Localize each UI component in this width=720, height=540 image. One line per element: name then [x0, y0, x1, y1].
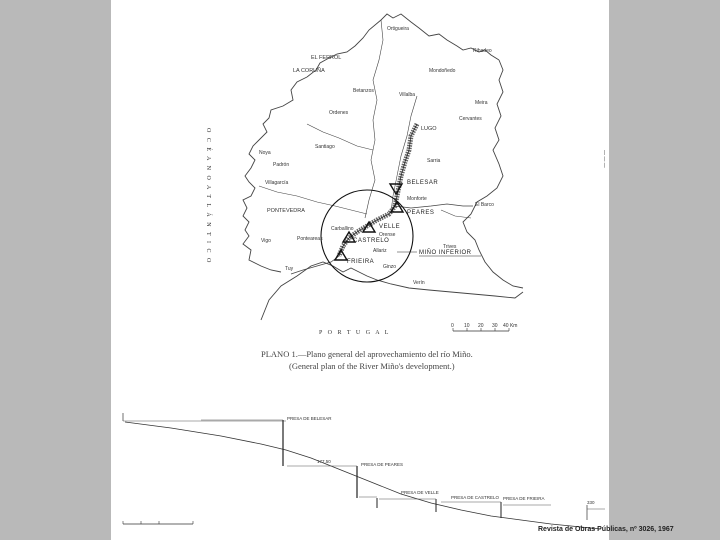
profile-label: PRESA DE PEARES: [361, 462, 404, 467]
profile-label: PRESA DE CASTRELO: [451, 495, 500, 500]
place-label: Orense: [379, 232, 396, 238]
profile-labels: [287, 416, 595, 505]
place-label: Ginzo: [383, 264, 397, 270]
river-sil: [395, 204, 473, 208]
country-label: P O R T U G A L: [319, 330, 391, 336]
place-label: Betanzos: [353, 88, 374, 94]
document-page: [111, 0, 674, 540]
map-scale-bar: [451, 323, 517, 331]
map-place-labels: [259, 26, 494, 286]
profile-label: PRESA DE BELESAR: [287, 416, 332, 421]
place-label: Villalba: [399, 92, 416, 98]
scale-tick-label: 20: [478, 323, 484, 329]
scale-tick-label: 40 Km: [503, 323, 518, 329]
coastline-west: [243, 77, 307, 272]
scale-tick-label: 0: [451, 323, 454, 329]
place-label: PONTEVEDRA: [267, 208, 305, 214]
place-label: Verín: [413, 280, 425, 286]
place-label: Ortigueira: [387, 26, 409, 32]
profile-riverbed: [125, 422, 601, 529]
profile-label: PRESA DE VELLE: [401, 490, 439, 495]
profile-label: 177,50: [317, 459, 331, 464]
lower-mino-circle: [321, 190, 413, 282]
coastline-north: [307, 14, 499, 77]
place-label: Vigo: [261, 238, 271, 244]
place-label: Villagarcía: [265, 180, 289, 186]
river-profile: [123, 413, 605, 529]
place-label: EL FERROL: [311, 55, 342, 61]
ocean-label: O C É A N O A T L Á N T I C O: [205, 128, 211, 265]
citation-text: Revista de Obras Públicas, nº 3026, 1967: [538, 526, 674, 533]
place-label: Ribadeo: [473, 48, 492, 54]
province-boundary-1: [365, 20, 383, 218]
river-mino-line: [339, 124, 417, 256]
place-label: Ordenes: [329, 110, 349, 116]
place-label: Monforte: [407, 196, 427, 202]
place-label: Ponteareas: [297, 236, 323, 242]
place-label: LUGO: [421, 126, 437, 132]
province-boundary-4: [391, 96, 417, 212]
province-boundary-5: [441, 210, 471, 218]
dam-label-belesar: BELESAR: [407, 180, 439, 186]
place-label: LA CORUÑA: [293, 68, 325, 74]
dam-label-velle: VELLE: [379, 224, 401, 230]
place-label: Meira: [475, 100, 488, 106]
place-label: Padrón: [273, 162, 290, 168]
place-label: Carballino: [331, 226, 354, 232]
boundary-east: [463, 60, 523, 288]
document-figure: [111, 0, 609, 540]
dam-label-castrelo: CASTRELO: [353, 238, 390, 244]
dam-label-frieira: FRIEIRA: [347, 259, 375, 265]
scale-tick-label: 30: [492, 323, 498, 329]
place-label: Cervantes: [459, 116, 482, 122]
region-label: MIÑO INFERIOR: [419, 250, 472, 256]
place-label: Mondoñedo: [429, 68, 456, 74]
place-label: Noya: [259, 150, 271, 156]
place-label: Santiago: [315, 144, 335, 150]
map-caption-line2: (General plan of the River Miño's development.): [289, 361, 455, 371]
profile-label: PRESA DE FRIEIRA: [503, 496, 545, 501]
place-label: Trives: [443, 244, 457, 250]
place-label: Allariz: [373, 248, 387, 254]
river-mino-band: [339, 124, 417, 256]
dam-label-peares: PEARES: [407, 210, 435, 216]
profile-label: 330: [587, 500, 595, 505]
place-label: Tuy: [285, 266, 294, 272]
place-label: El Barco: [475, 202, 494, 208]
scale-tick-label: 10: [464, 323, 470, 329]
edge-mark: — — —: [601, 150, 607, 168]
map-caption-line1: PLANO 1.—Plano general del aprovechamiento del río Miño.: [261, 349, 473, 359]
place-label: Sarria: [427, 158, 441, 164]
